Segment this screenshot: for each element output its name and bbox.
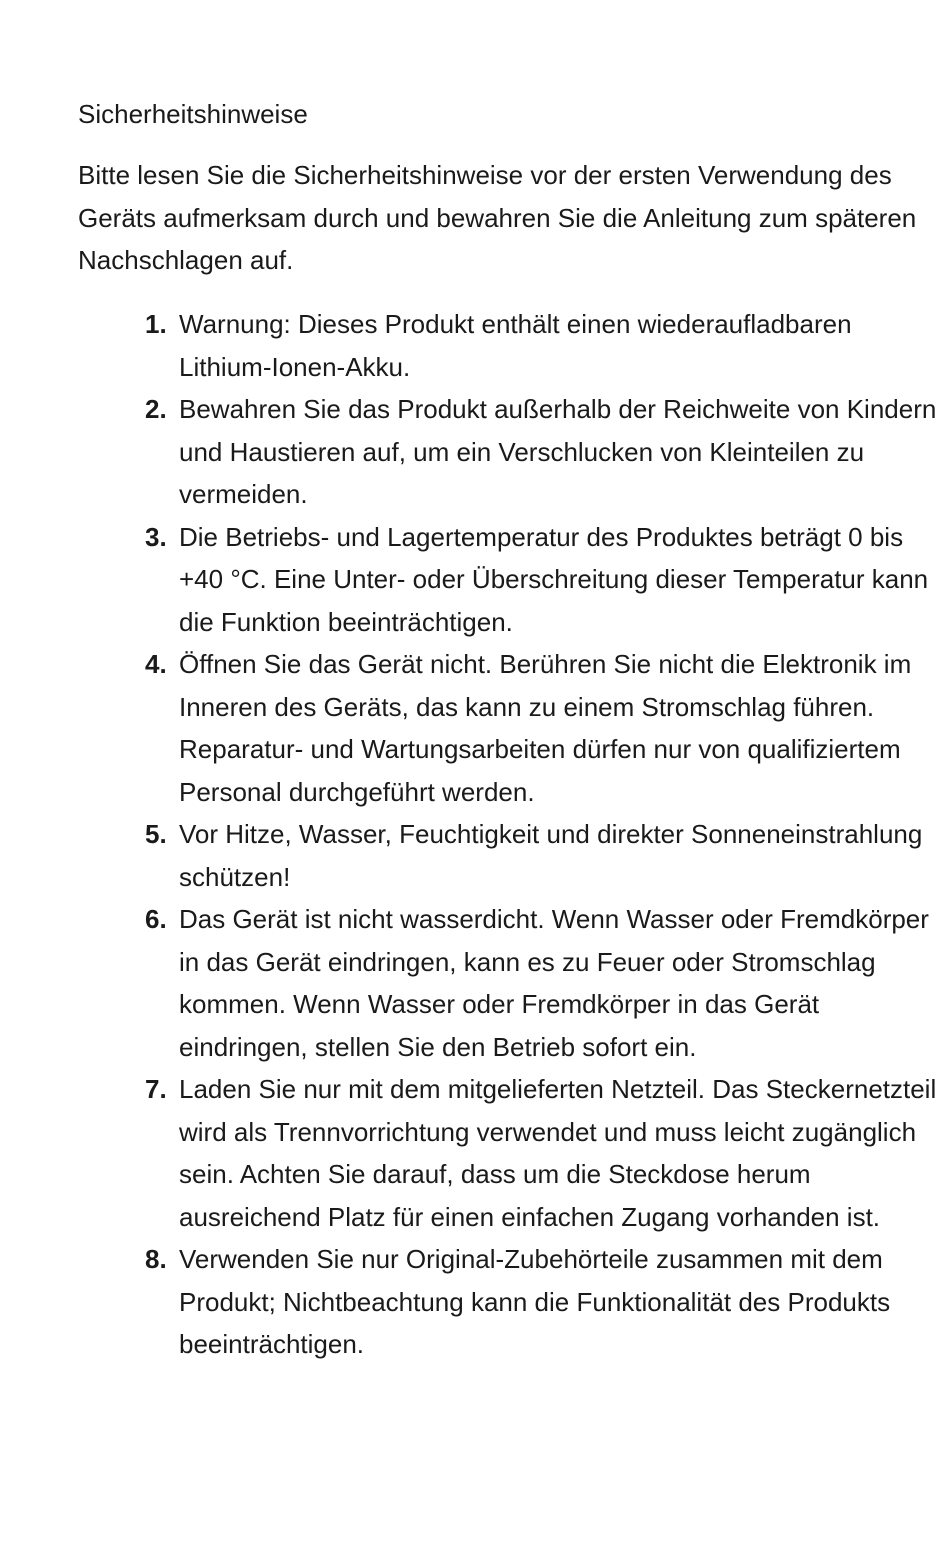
item-number: 6. [145, 904, 167, 934]
item-number: 3. [145, 521, 167, 552]
item-number: 4. [145, 649, 167, 679]
page-title: Sicherheitshinweise [78, 99, 308, 129]
intro-paragraph: Bitte lesen Sie die Sicherheitshinweise vor der ersten Verwendung des Geräts aufmerksam durch und bewahren Sie die Anleitung zum späteren Nachschlagen auf. [78, 160, 917, 275]
list-item [0, 898, 950, 1068]
item-text: Verwenden Sie nur Original-Zubehörteile zusammen mit dem Produkt; Nichtbeachtung kann die Funktionalität des Produkts beeinträchtigen. [179, 1244, 891, 1359]
list-item [0, 1068, 950, 1238]
item-number: 8. [145, 1244, 167, 1274]
item-text: Öffnen Sie das Gerät nicht. Berühren Sie nicht die Elektronik im Inneren des Geräts, das kann zu einem Stromschlag führen. Reparatur- und Wartungsarbeiten dürfen nur von qualifiziertem Personal durchgeführt werden. [179, 649, 912, 807]
item-number: 1. [145, 309, 167, 339]
list-item [0, 813, 950, 898]
safety-list [0, 303, 950, 1366]
list-item [0, 303, 950, 388]
item-text: Vor Hitze, Wasser, Feuchtigkeit und direkter Sonneneinstrahlung schützen! [179, 819, 923, 892]
item-number: 2. [145, 394, 167, 424]
item-text: Das Gerät ist nicht wasserdicht. Wenn Wasser oder Fremdkörper in das Gerät eindringen, kann es zu Feuer oder Stromschlag kommen. Wenn Wasser oder Fremdkörper in das Gerät eindringen, stellen Sie den Betrieb sofort ein. [179, 904, 929, 1062]
item-number: 5. [145, 819, 167, 849]
list-item [0, 388, 950, 516]
item-text: Warnung: Dieses Produkt enthält einen wiederaufladbaren Lithium-Ionen-Akku. [179, 309, 852, 382]
list-item [0, 1238, 950, 1366]
list-item [0, 516, 950, 644]
list-item [0, 643, 950, 813]
item-text: Laden Sie nur mit dem mitgelieferten Netzteil. Das Steckernetzteil wird als Trennvorrichtung verwendet und muss leicht zugänglich sein. Achten Sie darauf, dass um die Steckdose herum ausreichend Platz für einen einfachen Zugang vorhanden ist. [179, 1074, 937, 1232]
item-number: 7. [145, 1074, 167, 1104]
item-text: Bewahren Sie das Produkt außerhalb der Reichweite von Kindern und Haustieren auf, um ein Verschlucken von Kleinteilen zu vermeiden. [179, 394, 937, 509]
item-text: Die Betriebs- und Lagertemperatur des Produktes beträgt 0 bis +40 °C. Eine Unter- oder Überschreitung dieser Temperatur kann die Funktion beeinträchtigen. [179, 521, 929, 637]
